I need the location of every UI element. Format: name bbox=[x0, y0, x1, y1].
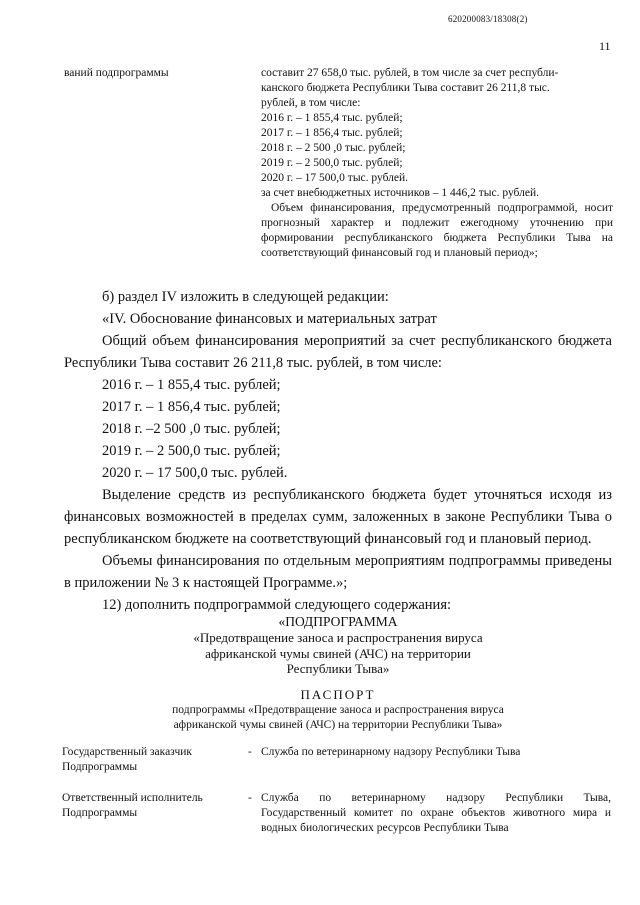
item-b: б) раздел IV изложить в следующей редакции: bbox=[102, 289, 389, 305]
passport-row-dash: - bbox=[248, 792, 252, 804]
passport-row-value: Служба по ветеринарному надзору Республики Тыва bbox=[261, 746, 521, 758]
document-body bbox=[64, 286, 612, 616]
subprogram-title-line: Республики Тыва» bbox=[286, 661, 390, 676]
subprogram-title-line: «Предотвращение заноса и распространения вируса bbox=[193, 630, 483, 645]
passport-row-value: Служба по ветеринарному надзору Республики Тыва, Государственный комитет по охране объектов животного мира и водных биологических ресурсов Республики Тыва bbox=[261, 792, 611, 834]
subprogram-heading-block bbox=[64, 614, 612, 677]
funding-line: за счет внебюджетных источников – 1 446,2 тыс. рублей. bbox=[261, 187, 539, 199]
item-12: 12) дополнить подпрограммой следующего содержания: bbox=[102, 597, 452, 613]
funding-line: 2018 г. – 2 500 ,0 тыс. рублей; bbox=[261, 142, 406, 154]
passport-subtitle-line: африканской чумы свиней (АЧС) на территории Республики Тыва» bbox=[173, 719, 503, 731]
funding-note: Объем финансирования, предусмотренный подпрограммой, носит прогнозный характер и подлежит ежегодному уточнению при формировании республиканского бюджета Республики Тыва на соответствующий финансовый год и плановый период»; bbox=[261, 202, 613, 259]
budget-paragraph: Выделение средств из республиканского бюджета будет уточняться исходя из финансовых возможностей в пределах сумм, заложенных в законе Республики Тыва о республиканском бюджете на соответствующий финансовый год и плановый период. bbox=[64, 487, 612, 547]
passport-subtitle-line: подпрограммы «Предотвращение заноса и распространения вируса bbox=[172, 704, 504, 716]
subprogram-title-line: африканской чумы свиней (АЧС) на территории bbox=[205, 645, 471, 661]
total-funding-paragraph: Общий объем финансирования мероприятий за счет республиканского бюджета Республики Тыва составит 26 211,8 тыс. рублей, в том числе: bbox=[64, 333, 612, 371]
funding-line: 2016 г. – 1 855,4 тыс. рублей; bbox=[261, 112, 403, 124]
year-line: 2016 г. – 1 855,4 тыс. рублей; bbox=[102, 377, 281, 393]
funding-line: канского бюджета Республики Тыва составит 26 211,8 тыс. bbox=[261, 82, 550, 94]
passport-row-dash: - bbox=[248, 746, 252, 758]
volumes-paragraph: Объемы финансирования по отдельным мероприятиям подпрограммы приведены в приложении № 3 к настоящей Программе.»; bbox=[64, 553, 612, 591]
page-number: 11 bbox=[599, 39, 611, 53]
year-line: 2018 г. –2 500 ,0 тыс. рублей; bbox=[102, 421, 281, 437]
funding-line: рублей, в том числе: bbox=[261, 97, 361, 109]
funding-line: 2019 г. – 2 500,0 тыс. рублей; bbox=[261, 157, 403, 169]
funding-line: 2017 г. – 1 856,4 тыс. рублей; bbox=[261, 127, 403, 139]
passport-subtitle bbox=[64, 703, 612, 733]
section-title: «IV. Обоснование финансовых и материальных затрат bbox=[102, 311, 437, 327]
funding-line: составит 27 658,0 тыс. рублей, в том числе за счет республи- bbox=[261, 67, 559, 79]
subprogram-heading: «ПОДПРОГРАММА bbox=[278, 614, 398, 629]
funding-line: 2020 г. – 17 500,0 тыс. рублей. bbox=[261, 172, 409, 184]
passport-row-label: Ответственный исполнитель Подпрограммы bbox=[62, 792, 203, 819]
document-id: 620200083/18308(2) bbox=[448, 14, 528, 24]
year-line: 2017 г. – 1 856,4 тыс. рублей; bbox=[102, 399, 281, 415]
year-line: 2019 г. – 2 500,0 тыс. рублей; bbox=[102, 443, 281, 459]
passport-title: ПАСПОРТ bbox=[300, 687, 376, 702]
year-line: 2020 г. – 17 500,0 тыс. рублей. bbox=[102, 465, 288, 481]
passport-row-label: Государственный заказчик Подпрограммы bbox=[62, 746, 193, 773]
table-row-label: ваний подпрограммы bbox=[64, 67, 169, 79]
funding-table-value bbox=[261, 66, 613, 261]
